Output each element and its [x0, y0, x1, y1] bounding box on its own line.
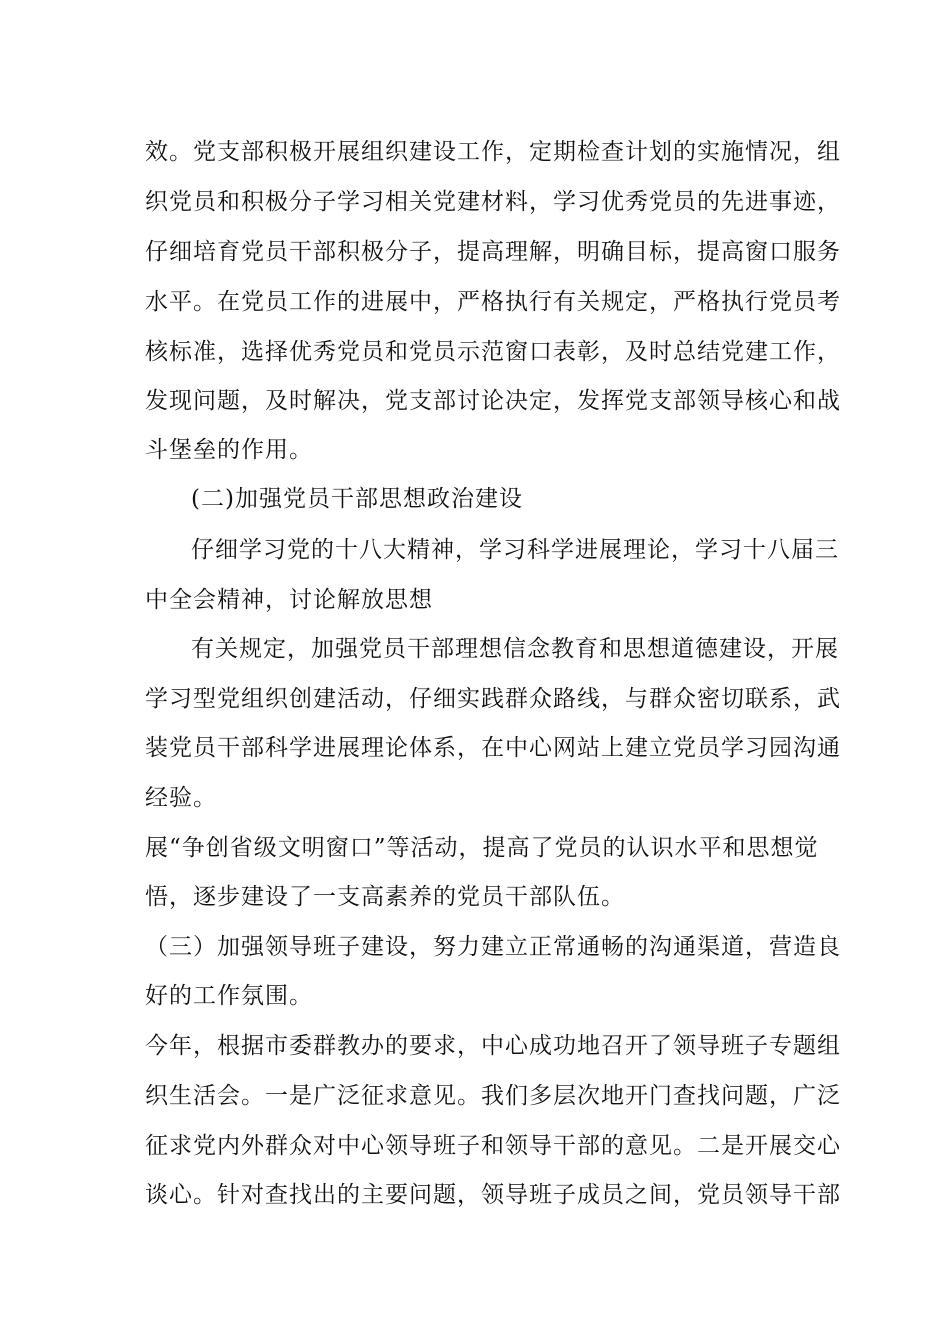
body-text-line: 今年，根据市委群教办的要求，中心成功地召开了领导班子专题组: [145, 1033, 841, 1059]
body-text-line: 核标准，选择优秀党员和党员示范窗口表彰，及时总结党建工作，: [145, 339, 841, 365]
body-text-line: 展“争创省级文明窗口”等活动，提高了党员的认识水平和思想觉: [145, 835, 819, 861]
body-text-line: 经验。: [145, 785, 217, 811]
body-text-line: 征求党内外群众对中心领导班子和领导干部的意见。二是开展交心: [145, 1133, 841, 1159]
body-text-line: 中全会精神，讨论解放思想: [145, 587, 433, 613]
body-text-line: 织党员和积极分子学习相关党建材料，学习优秀党员的先进事迹，: [145, 189, 841, 215]
body-text-line: 谈心。针对查找出的主要问题，领导班子成员之间，党员领导干部: [145, 1182, 841, 1208]
body-text-line: 斗堡垒的作用。: [145, 437, 313, 463]
body-text-line: 有关规定，加强党员干部理想信念教育和思想道德建设，开展: [191, 636, 839, 662]
body-text-line: 好的工作氛围。: [145, 983, 313, 1009]
body-text-line: 水平。在党员工作的进展中，严格执行有关规定，严格执行党员考: [145, 289, 841, 315]
body-text-line: 仔细培育党员干部积极分子，提高理解，明确目标，提高窗口服务: [145, 239, 841, 265]
body-text-line: 悟，逐步建设了一支高素养的党员干部队伍。: [145, 884, 625, 910]
body-text-line: 装党员干部科学进展理论体系，在中心网站上建立党员学习园沟通: [145, 735, 841, 761]
body-text-line: 织生活会。一是广泛征求意见。我们多层次地开门查找问题，广泛: [145, 1083, 841, 1109]
body-text-line: 学习型党组织创建活动，仔细实践群众路线，与群众密切联系，武: [145, 686, 841, 712]
section-heading: (二)加强党员干部思想政治建设: [191, 486, 523, 512]
body-text-line: 效。党支部积极开展组织建设工作，定期检查计划的实施情况，组: [145, 139, 841, 165]
body-text-line: 仔细学习党的十八大精神，学习科学进展理论，学习十八届三: [191, 537, 839, 563]
body-text-line: 发现问题，及时解决，党支部讨论决定，发挥党支部领导核心和战: [145, 388, 841, 414]
section-heading: （三）加强领导班子建设，努力建立正常通畅的沟通渠道，营造良: [145, 934, 841, 960]
